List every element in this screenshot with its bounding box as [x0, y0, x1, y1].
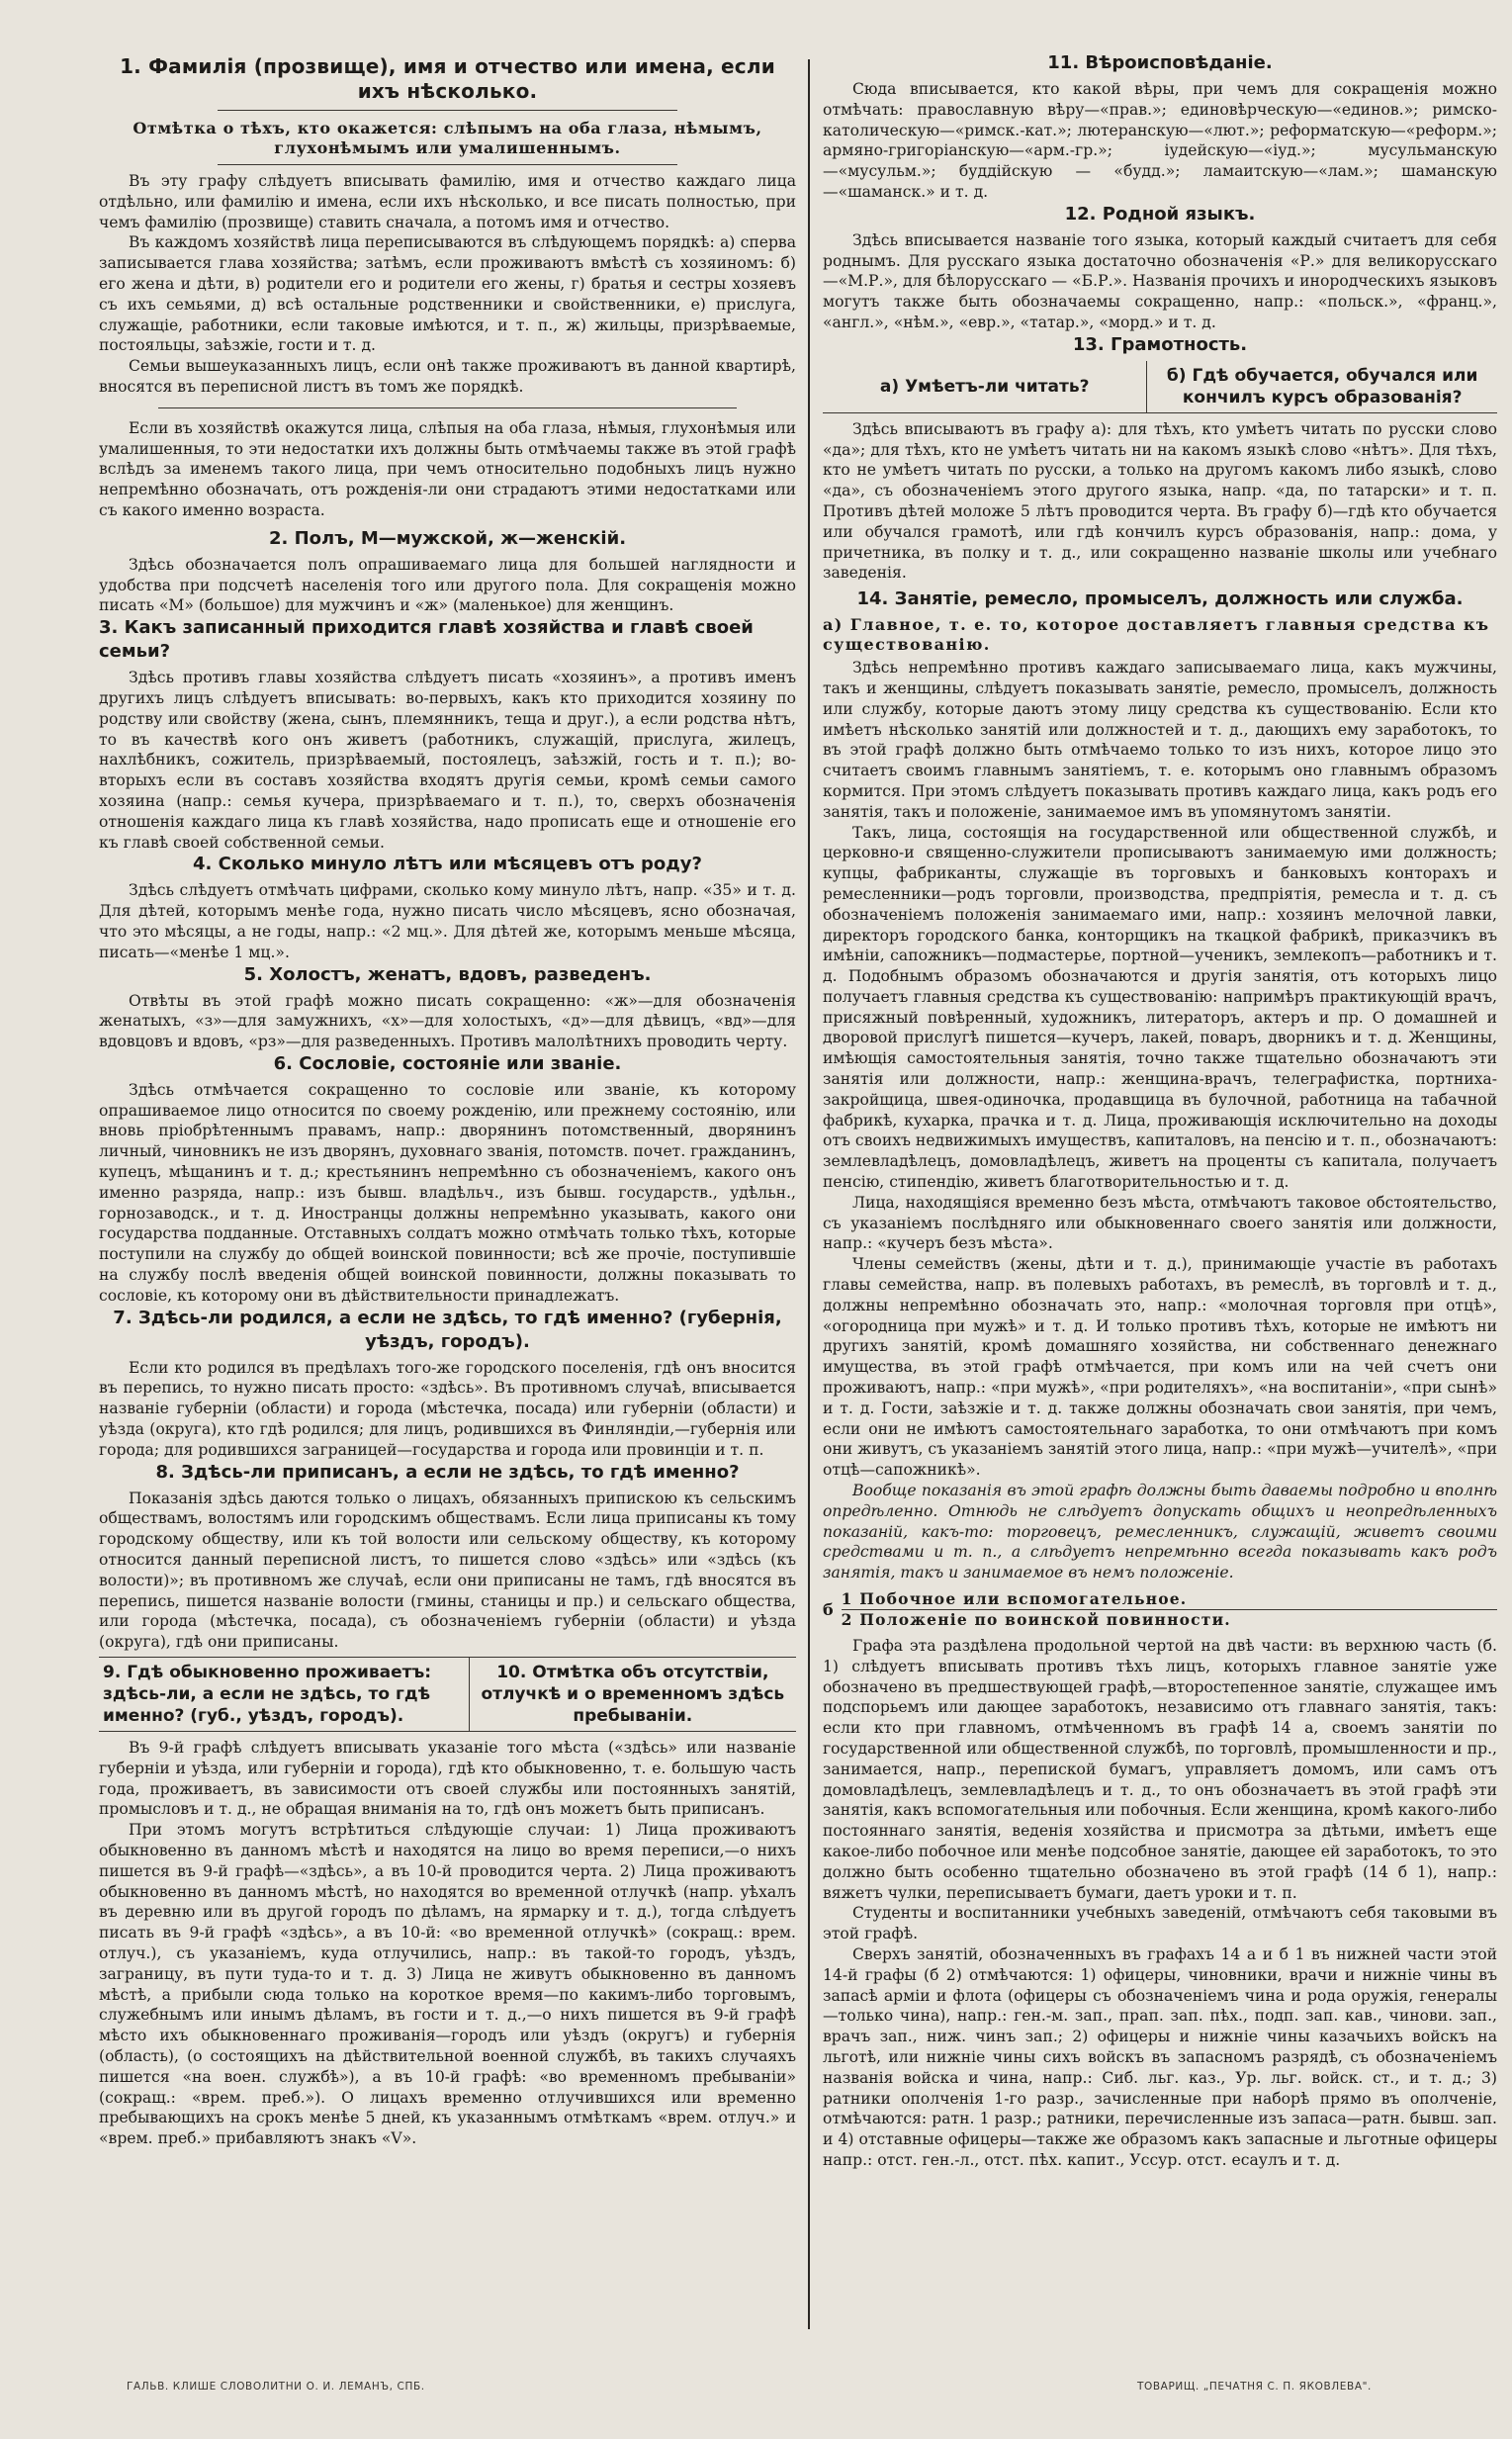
section-14-title: 14. Занятіе, ремесло, промыселъ, должность или служба.	[856, 588, 1464, 610]
paragraph: Здѣсь слѣдуетъ отмѣчать цифрами, сколько кому минуло лѣтъ, напр. «35» и т. д. Для дѣтей, которымъ менѣе года, нужно писать число мѣсяцевъ, ясно обозначая, что это мѣсяцы, а не годы, напр.: «2 мц.». Для дѣтей же, которымъ меньше мѣсяца, писать—«менѣе 1 мц.».	[99, 881, 796, 961]
left-column	[99, 51, 796, 2149]
paragraph: При этомъ могутъ встрѣтиться слѣдующіе случаи: 1) Лица проживаютъ обыкновенно въ данномъ мѣстѣ и находятся на лицо во время переписи,—о нихъ пишется въ 9-й графѣ—«здѣсь», а въ 10-й проводится черта. 2) Лица проживаютъ обыкновенно въ данномъ мѣстѣ, но находятся во временной отлучкѣ (напр. уѣхалъ въ деревню или въ другой городъ по дѣламъ, на ярмарку и т. д.), тогда слѣдуетъ писать въ 9-й графѣ «здѣсь», а въ 10-й: «во временной отлучкѣ» (сокращ.: врем. отлуч.), съ указаніемъ, куда отлучились, напр.: въ такой-то городъ, уѣздъ, заграницу, въ пути туда-то и т. д. 3) Лица не живутъ обыкновенно въ данномъ мѣстѣ, а прибыли сюда только на короткое время—по какимъ-либо торговымъ, служебнымъ или инымъ дѣламъ, въ гости и т. д.,—о нихъ пишется въ 9-й графѣ мѣсто ихъ обыкновеннаго проживанія—городъ или уѣздъ (округъ) и губернія (область), (о состоящихъ на дѣйствительной военной службѣ, въ такихъ случаяхъ пишется «на воен. службѣ»), а въ 10-й графѣ: «во временномъ пребываніи» (сокращ.: «врем. преб.»). О лицахъ временно отлучившихся или временно пребывающихъ на срокъ менѣе 5 дней, къ указаннымъ отмѣткамъ «врем. отлуч.» и «врем. преб.» прибавляютъ знакъ «V».	[99, 1821, 796, 2148]
paragraph: Здѣсь вписывается названіе того языка, который каждый считаетъ для себя роднымъ. Для русскаго языка достаточно обозначенія «Р.» для великорусскаго—«М.Р.», для бѣлорусскаго — «Б.Р.». Названія прочихъ и инородческихъ языковъ могутъ также быть обозначаемы сокращенно, напр.: «польск.», «франц.», «англ.», «нѣм.», «евр.», «татар.», «морд.» и т. д.	[823, 230, 1497, 331]
section-4-title: 4. Сколько минуло лѣтъ или мѣсяцевъ отъ роду?	[193, 854, 702, 875]
printer-credit-left: ГАЛЬВ. КЛИШЕ СЛОВОЛИТНИ О. И. ЛЕМАНЪ, СПБ.	[127, 2381, 425, 2393]
paragraph: Семьи вышеуказанныхъ лицъ, если онѣ также проживаютъ въ данной квартирѣ, вносятся въ переписной листъ въ томъ же порядкѣ.	[99, 357, 796, 396]
section-14b-header	[823, 1589, 1497, 1630]
section-5-title: 5. Холостъ, женатъ, вдовъ, разведенъ.	[243, 963, 652, 985]
section-13a-title: а) Умѣетъ-ли читать?	[879, 376, 1090, 397]
printer-credit-right: ТОВАРИЩ. „ПЕЧАТНЯ С. П. ЯКОВЛЕВА".	[1137, 2381, 1372, 2393]
divider	[158, 407, 737, 408]
divider	[218, 164, 677, 165]
paragraph: Графа эта раздѣлена продольной чертой на двѣ части: въ верхнюю часть (б. 1) слѣдуетъ вписывать противъ тѣхъ лицъ, которыхъ главное занятіе уже обозначено въ предшествующей графѣ,—второстепенное занятіе, служащее имъ подспорьемъ или дающее заработокъ, независимо отъ главнаго занятія, такъ: если кто при главномъ, отмѣченномъ въ графѣ 14 а, своемъ занятіи по государственной или общественной службѣ, по торговлѣ, промышленности и пр., занимается, напр., перепиской бумагъ, управляетъ домомъ, или самъ отъ домовладѣлецъ, землевладѣлецъ и т. д., то онъ обозначаетъ въ этой графѣ эти занятія, какъ вспомогательныя или побочныя. Если женщина, кромѣ какого-либо постояннаго занятія, веденія хозяйства и присмотра за дѣтьми, имѣетъ еще какое-либо побочное или менѣе подсобное занятіе, дающее ей заработокъ, то это должно быть особенно тщательно обозначено въ этой графѣ (14 б 1), напр.: вяжетъ чулки, переписываетъ бумаги, даетъ уроки и т. п.	[823, 1637, 1497, 1902]
section-11-title: 11. Вѣроисповѣданіе.	[1047, 52, 1273, 73]
column-divider	[808, 59, 810, 2329]
paragraph: Сверхъ занятій, обозначенныхъ въ графахъ 14 а и б 1 въ нижней части этой 14-й графы (б 2) отмѣчаются: 1) офицеры, чиновники, врачи и нижніе чины въ запасѣ арміи и флота (офицеры съ обозначеніемъ чина и рода оружія, генералы—только чина), напр.: ген.-м. зап., прап. зап. пѣх., подп. зап. кав., чинови. зап., врачъ зап., ниж. чинъ зап.; 2) офицеры и нижніе чины казачьихъ войскъ на льготѣ, или нижніе чины сихъ войскъ въ запасномъ разрядѣ, съ обозначеніемъ названія войска и чина, напр.: Сиб. льг. каз., Ур. льг. войск. ст., и т. д.; 3) ратники ополченія 1-го разр., зачисленные при наборѣ прямо въ ополченіе, отмѣчаются: ратн. 1 разр.; ратники, перечисленные изъ запаса—ратн. бывш. зап. и 4) отставные офицеры—также же образомъ какъ запасные и льготные офицеры напр.: отст. ген.-л., отст. пѣх. капит., Уссур. отст. есаулъ и т. д.	[823, 1944, 1497, 2169]
paragraph: Въ каждомъ хозяйствѣ лица переписываются въ слѣдующемъ порядкѣ: а) сперва записывается глава хозяйства; затѣмъ, если проживаютъ вмѣстѣ съ хозяиномъ: б) его жена и дѣти, в) родители его и родители его жены, г) братья и сестры хозяевъ съ ихъ семьями, д) всѣ остальные родственники и свойственники, е) прислуга, служащіе, работники, если таковые имѣются, и т. п., ж) жильцы, призрѣваемые, постояльцы, заѣзжіе, гости и т. д.	[99, 233, 796, 355]
paragraph: Сюда вписывается, кто какой вѣры, при чемъ для сокращенія можно отмѣчать: православную вѣру—«прав.»; единовѣрческую—«единов.»; римско-католическую—«римск.-кат.»; лютеранскую—«лют.»; реформатскую—«реформ.»; армяно-григоріанскую—«арм.-гр.»; іудейскую—«іуд.»; мусульманскую—«мусульм.»; буддійскую — «будд.»; ламаитскую—«лам.»; шаманскую—«шаманск.» и т. д.	[823, 80, 1497, 201]
paragraph: Такъ, лица, состоящія на государственной или общественной службѣ, и церковно-и священно-служители прописываютъ занимаемую ими должность; купцы, фабриканты, служащіе въ торговыхъ и банковыхъ конторахъ и ремесленники—родъ торговли, производства, предпріятія, ремесла и т. д. съ обозначеніемъ положенія занимаемаго ими, напр.: хозяинъ мелочной лавки, директоръ городского банка, конторщикъ на ткацкой фабрикѣ, приказчикъ въ имѣніи, сапожникъ—подмастерье, портной—ученикъ, землекопъ—работникъ и т. д. Подобнымъ образомъ обозначаются и другія занятія, отъ которыхъ лицо получаетъ главныя средства къ существованію: напримѣръ практикующій врачъ, присяжный повѣренный, художникъ, литераторъ, актеръ и пр. О домашней и дворовой прислугѣ пишется—кучеръ, лакей, поваръ, дворникъ и т. д. Женщины, имѣющія самостоятельныя занятія, точно также тщательно обозначаютъ эти занятія или должности, напр.: женщина-врачъ, телеграфистка, портниха-закройщица, швея-одиночка, продавщица въ булочной, работница на табачной фабрикѣ, кухарка, прачка и т. д. Лица, проживающія исключительно на доходы отъ своихъ недвижимыхъ имуществъ, капиталовъ, на пенсію и т. п., обозначаютъ: землевладѣлецъ, домовладѣлецъ, живетъ на проценты съ капитала, получаетъ пенсію, стипендію, живетъ благотворительностью и т. д.	[823, 823, 1497, 1192]
section-9-cell	[99, 1658, 469, 1731]
section-1-subtitle: Отмѣтка о тѣхъ, кто окажется: слѣпымъ на оба глаза, нѣмымъ, глухонѣмымъ или умалишеннымъ.	[133, 119, 762, 157]
sections-9-10-header	[99, 1657, 796, 1732]
section-3-title: 3. Какъ записанный приходится главѣ хозяйства и главѣ своей семьи?	[99, 617, 754, 663]
section-13a-cell	[823, 361, 1146, 412]
paragraph: Члены семействъ (жены, дѣти и т. д.), принимающіе участіе въ работахъ главы семейства, напр. въ полевыхъ работахъ, въ ремеслѣ, въ торговлѣ и т. д., должны непремѣнно обозначать это, напр.: «молочная торговля при отцѣ», «огородница при мужѣ» и т. д. И только противъ тѣхъ, которые не имѣютъ ни другихъ занятій, кромѣ домашняго хозяйства, ни собственнаго денежнаго имущества, въ этой графѣ отмѣчается, при комъ или на чей счетъ они проживаютъ, напр.: «при мужѣ», «при родителяхъ», «на воспитаніи», «при сынѣ» и т. д. Гости, заѣзжіе и т. д. также должны обозначать свои занятія, при чемъ, если они не имѣютъ самостоятельнаго заработка, то они отмѣчаютъ при комъ они живутъ, съ указаніемъ занятій этого лица, напр.: «при мужѣ—учителѣ», «при отцѣ—сапожникѣ».	[823, 1255, 1497, 1480]
paragraph: Въ эту графу слѣдуетъ вписывать фамилію, имя и отчество каждаго лица отдѣльно, или фамилію и имена, если ихъ нѣсколько, и все писать полностью, при чемъ фамилію (прозвище) ставить сначала, а потомъ имя и отчество.	[99, 172, 796, 231]
right-column	[823, 51, 1497, 2171]
section-6-title: 6. Сословіе, состояніе или званіе.	[273, 1052, 622, 1074]
section-1-title: 1. Фамилія (прозвище), имя и отчество или имена, если ихъ нѣсколько.	[120, 54, 775, 103]
paragraph: Здѣсь противъ главы хозяйства слѣдуетъ писать «хозяинъ», а противъ именъ другихъ лицъ слѣдуетъ вписывать: во-первыхъ, какъ кто приходится хозяину по родству или свойству (жена, сынъ, племянникъ, теща и друг.), а если родства нѣтъ, то въ качествѣ кого онъ живетъ (работникъ, служащій, прислуга, жилецъ, нахлѣбникъ, сожитель, призрѣваемый, постоялецъ, заѣзжій, гость и т. п.); во-вторыхъ если въ составъ хозяйства входятъ другія семьи, кромѣ семьи самого хозяина (напр.: семья кучера, призрѣваемаго и т. п.), то, сверхъ обозначенія отношенія каждаго лица къ главѣ хозяйства, надо прописать еще и отношеніе его къ главѣ своей собственной семьи.	[99, 669, 796, 852]
section-13b-title: б) Гдѣ обучается, обучался или кончилъ курсъ образованія?	[1166, 365, 1478, 407]
section-14b-letter: б	[823, 1599, 834, 1619]
section-10-title: 10. Отмѣтка объ отсутствіи, отлучкѣ и о временномъ здѣсь пребываніи.	[481, 1663, 785, 1727]
section-2-title: 2. Полъ, М—мужской, ж—женскій.	[268, 527, 627, 549]
paragraph: Здѣсь отмѣчается сокращенно то сословіе или званіе, къ которому опрашиваемое лицо относится по своему рожденію, или прежнему состоянію, или вновь пріобрѣтеннымъ правамъ, напр.: дворянинъ потомственный, дворянинъ личный, чиновникъ не изъ дворянъ, духовнаго званія, потомств. почет. гражданинъ, купецъ, мѣщанинъ и т. д.; крестьянинъ непремѣнно съ обозначеніемъ, какого онъ именно разряда, напр.: изъ бывш. владѣльч., изъ бывш. государств., удѣльн., горнозаводск., и т. д. Иностранцы должны непремѣнно указывать, какого они государства подданные. Отставныхъ солдатъ можно отмѣчать только тѣхъ, которые поступили на службу до общей воинской повинности; всѣ же прочіе, поступившіе на службу послѣ введенія общей воинской повинности, должны показывать то сословіе, къ которому они въ дѣйствительности принадлежатъ.	[99, 1080, 796, 1305]
divider	[218, 110, 677, 111]
section-12-title: 12. Родной языкъ.	[1064, 203, 1256, 225]
paragraph: Если кто родился въ предѣлахъ того-же городского поселенія, гдѣ онъ вносится въ перепись, то нужно писать просто: «здѣсь». Въ противномъ случаѣ, вписывается названіе губерніи (области) и города (мѣстечка, посада) или губерніи (области) и уѣзда (округа), кто гдѣ родился; для лицъ, родившихся въ Финляндіи,—губернія или города; для родившихся заграницей—государства и города или провинціи и т. п.	[99, 1358, 796, 1459]
section-13-subheaders	[823, 361, 1497, 413]
section-8-title: 8. Здѣсь-ли приписанъ, а если не здѣсь, то гдѣ именно?	[155, 1461, 740, 1483]
section-7-title: 7. Здѣсь-ли родился, а если не здѣсь, то гдѣ именно? (губернія, уѣздъ, городъ).	[113, 1307, 782, 1352]
section-13-title: 13. Грамотность.	[1072, 333, 1248, 355]
paragraph: Показанія здѣсь даются только о лицахъ, обязанныхъ припискою къ сельскимъ обществамъ, волостямъ или городскимъ обществамъ. Если лица приписаны къ тому городскому обществу, или къ той волости или сельскому обществу, къ которому относится данный переписной листъ, то пишется слово «здѣсь» или «здѣсь (къ волости)»; въ противномъ же случаѣ, если они приписаны не тамъ, гдѣ вносятся въ перепись, пишется названіе волости (гмины, станицы и пр.) и сельскаго общества, или города (мѣстечка, посада), съ обозначеніемъ губерніи (области) и уѣзда (округа), гдѣ они приписаны.	[99, 1489, 796, 1652]
paragraph: Здѣсь непремѣнно противъ каждаго записываемаго лица, какъ мужчины, такъ и женщины, слѣдуетъ показывать занятіе, ремесло, промыселъ, должность или службу, которые даютъ этому лицу средства къ существованію. Если кто имѣетъ нѣсколько занятій или должностей и т. д., дающихъ ему заработокъ, то въ этой графѣ должно быть отмѣчаемо только то изъ нихъ, которое лицо это считаетъ своимъ главнымъ занятіемъ, т. е. которымъ оно главнымъ образомъ кормится. При этомъ слѣдуетъ показывать противъ каждаго лица, какъ родъ его занятія, такъ и положеніе, занимаемое имъ въ упомянутомъ занятіи.	[823, 659, 1497, 821]
paragraph: Если въ хозяйствѣ окажутся лица, слѣпыя на оба глаза, нѣмыя, глухонѣмыя или умалишенныя, то эти недостатки ихъ должны быть отмѣчаемы также въ этой графѣ вслѣдъ за именемъ такого лица, при чемъ относительно подобныхъ лицъ нужно непремѣнно обозначать, отъ рожденія-ли они страдаютъ этими недостатками или съ какого именно возраста.	[99, 418, 796, 519]
paragraph: Отвѣты въ этой графѣ можно писать сокращенно: «ж»—для обозначенія женатыхъ, «з»—для замужнихъ, «х»—для холостыхъ, «д»—для дѣвицъ, «вд»—для вдовцовъ и вдовъ, «рз»—для разведенныхъ. Противъ малолѣтнихъ проводить черту.	[99, 991, 796, 1051]
section-10-cell	[469, 1658, 796, 1731]
section-9-title: 9. Гдѣ обыкновенно проживаетъ: здѣсь-ли, а если не здѣсь, то гдѣ именно? (губ., уѣздъ, городъ).	[103, 1663, 432, 1727]
paragraph: Здѣсь обозначается полъ опрашиваемаго лица для большей наглядности и удобства при подсчетѣ населенія того или другого пола. Для сокращенія можно писать «М» (большое) для мужчинъ и «ж» (маленькое) для женщинъ.	[99, 555, 796, 615]
paragraph: Здѣсь вписываютъ въ графу а): для тѣхъ, кто умѣетъ читать по русски слово «да»; для тѣхъ, кто не умѣетъ читать ни на какомъ языкѣ слово «нѣтъ». Для тѣхъ, кто не умѣетъ читать по русски, а только на другомъ какомъ либо языкѣ, слово «да», съ обозначеніемъ этого другого языка, напр. «да, по татарски» и т. п. Противъ дѣтей моложе 5 лѣтъ проводится черта. Въ графу б)—гдѣ кто обучается или обучался грамотѣ, или гдѣ кончилъ курсъ образованія, напр.: дома, у причетника, въ полку и т. д., или сокращенно названіе школы или учебнаго заведенія.	[823, 419, 1497, 583]
section-14b2-label: 2 Положеніе по воинской повинности.	[841, 1610, 1231, 1629]
section-14b1-label: 1 Побочное или вспомогательное.	[842, 1589, 1497, 1610]
paragraph: Лица, находящіяся временно безъ мѣста, отмѣчаютъ таковое обстоятельство, съ указаніемъ послѣдняго или обыкновеннаго своего занятія или должности, напр.: «кучеръ безъ мѣста».	[823, 1193, 1497, 1253]
section-14a-subtitle: а) Главное, т. е. то, которое доставляетъ главныя средства къ существованію.	[823, 615, 1490, 655]
paragraph: Вообще показанія въ этой графѣ должны быть даваемы подробно и вполнѣ опредѣленно. Отнюдь не слѣдуетъ допускать общихъ и неопредѣленныхъ показаній, какъ-то: торговецъ, ремесленникъ, служащій, живетъ своими средствами и т. п., а слѣдуетъ непремѣнно всегда показывать какъ родъ занятія, такъ и занимаемое въ немъ положеніе.	[823, 1482, 1497, 1582]
section-13b-cell	[1146, 361, 1497, 412]
paragraph: Студенты и воспитанники учебныхъ заведеній, отмѣчаютъ себя таковыми въ этой графѣ.	[823, 1904, 1497, 1943]
paragraph: Въ 9-й графѣ слѣдуетъ вписывать указаніе того мѣста («здѣсь» или названіе губерніи и уѣзда, или губерніи и города), гдѣ кто обыкновенно, т. е. большую часть года, проживаетъ, въ зависимости отъ своей службы или постоянныхъ занятій, промысловъ и т. д., не обращая вниманія на то, гдѣ онъ можетъ быть приписанъ.	[99, 1739, 796, 1819]
